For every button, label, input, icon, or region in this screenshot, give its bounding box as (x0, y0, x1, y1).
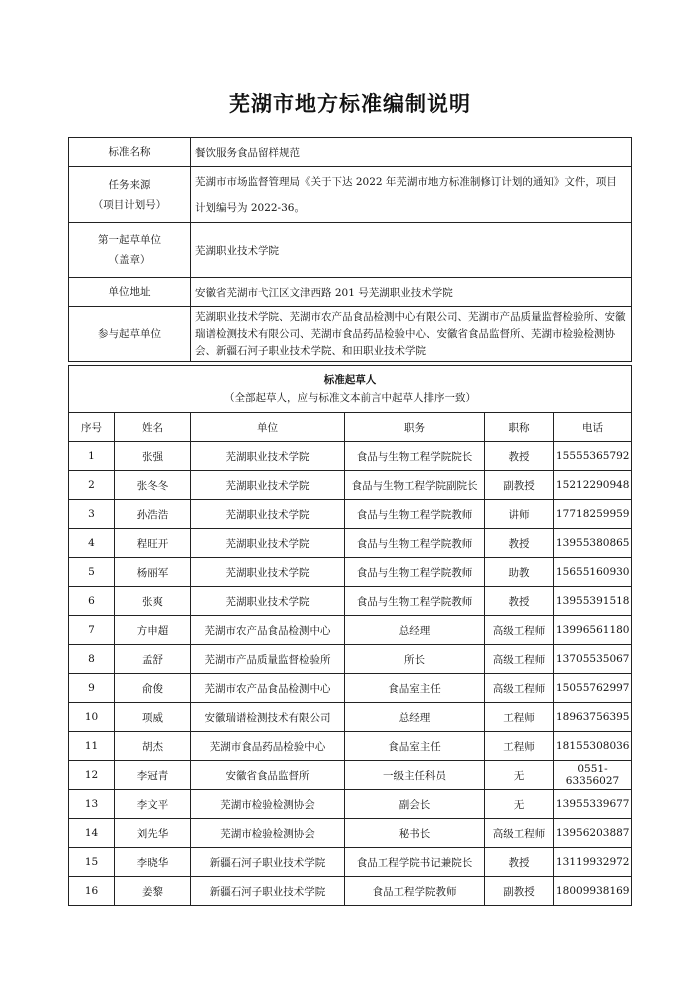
drafter-title-cell: 高级工程师 (485, 674, 554, 703)
drafter-position-cell: 食品与生物工程学院院长 (345, 442, 485, 471)
drafter-unit-cell: 芜湖职业技术学院 (191, 587, 345, 616)
drafter-index-cell: 1 (69, 442, 115, 471)
table-row (69, 645, 632, 674)
drafter-name-cell: 李冠青 (115, 761, 191, 790)
drafter-phone-cell: 18155308036 (554, 732, 632, 761)
table-row (69, 529, 632, 558)
drafter-phone-cell: 15555365792 (554, 442, 632, 471)
drafters-heading-row (69, 366, 632, 413)
drafter-unit-cell: 芜湖职业技术学院 (191, 500, 345, 529)
drafter-title-cell: 讲师 (485, 500, 554, 529)
drafter-title-cell: 助教 (485, 558, 554, 587)
drafter-position-cell: 食品与生物工程学院副院长 (345, 471, 485, 500)
column-header: 电话 (554, 413, 632, 442)
participants-label: 参与起草单位 (69, 307, 191, 362)
drafter-index-cell: 15 (69, 848, 115, 877)
first-drafter-row (69, 223, 632, 278)
drafter-index-cell: 8 (69, 645, 115, 674)
drafter-index-cell: 14 (69, 819, 115, 848)
standard-name-value: 餐饮服务食品留样规范 (191, 138, 632, 167)
drafter-unit-cell: 芜湖市产品质量监督检验所 (191, 645, 345, 674)
drafter-name-cell: 程旺开 (115, 529, 191, 558)
drafter-unit-cell: 安徽省食品监督所 (191, 761, 345, 790)
info-table (68, 137, 632, 362)
drafter-title-cell: 无 (485, 790, 554, 819)
column-header: 姓名 (115, 413, 191, 442)
drafter-name-cell: 孟舒 (115, 645, 191, 674)
drafter-name-cell: 李文平 (115, 790, 191, 819)
drafter-title-cell: 副教授 (485, 471, 554, 500)
column-header: 序号 (69, 413, 115, 442)
task-source-label: 任务来源 (108, 178, 151, 191)
drafters-subheading: （全部起草人，应与标准文本前言中起草人排序一致） (224, 392, 477, 404)
drafter-title-cell: 教授 (485, 848, 554, 877)
drafter-name-cell: 俞俊 (115, 674, 191, 703)
drafter-phone-cell: 18963756395 (554, 703, 632, 732)
drafter-title-cell: 工程师 (485, 703, 554, 732)
drafter-title-cell: 无 (485, 761, 554, 790)
drafters-column-header-row (69, 413, 632, 442)
page-title: 芜湖市地方标准编制说明 (229, 92, 471, 116)
drafter-unit-cell: 芜湖职业技术学院 (191, 558, 345, 587)
drafter-title-cell: 教授 (485, 587, 554, 616)
column-header: 职务 (345, 413, 485, 442)
drafter-unit-cell: 芜湖市农产品食品检测中心 (191, 616, 345, 645)
drafter-index-cell: 2 (69, 471, 115, 500)
drafter-title-cell: 教授 (485, 529, 554, 558)
drafter-index-cell: 16 (69, 877, 115, 906)
drafter-position-cell: 副会长 (345, 790, 485, 819)
table-row (69, 616, 632, 645)
table-row (69, 790, 632, 819)
drafter-phone-cell: 15055762997 (554, 674, 632, 703)
first-drafter-sublabel: （盖章） (108, 254, 151, 266)
drafter-phone-cell: 17718259959 (554, 500, 632, 529)
drafter-phone-cell: 18009938169 (554, 877, 632, 906)
table-row (69, 761, 632, 790)
table-row (69, 848, 632, 877)
drafter-position-cell: 秘书长 (345, 819, 485, 848)
standard-name-label: 标准名称 (69, 138, 191, 167)
drafter-phone-cell: 13955339677 (554, 790, 632, 819)
table-row (69, 703, 632, 732)
column-header: 单位 (191, 413, 345, 442)
drafter-unit-cell: 安徽瑞谱检测技术有限公司 (191, 703, 345, 732)
address-value: 安徽省芜湖市弋江区文津西路 201 号芜湖职业技术学院 (191, 278, 632, 307)
drafters-heading: 标准起草人 (323, 374, 377, 386)
drafter-unit-cell: 芜湖市食品药品检验中心 (191, 732, 345, 761)
drafter-title-cell: 高级工程师 (485, 645, 554, 674)
task-source-sublabel: （项目计划号） (92, 198, 167, 211)
drafter-position-cell: 食品与生物工程学院教师 (345, 587, 485, 616)
drafter-name-cell: 张爽 (115, 587, 191, 616)
standard-name-row (69, 138, 632, 167)
drafter-index-cell: 11 (69, 732, 115, 761)
drafter-title-cell: 高级工程师 (485, 616, 554, 645)
drafter-position-cell: 所长 (345, 645, 485, 674)
task-source-label-cell (69, 167, 191, 223)
drafter-unit-cell: 芜湖职业技术学院 (191, 529, 345, 558)
table-row (69, 674, 632, 703)
drafter-position-cell: 食品与生物工程学院教师 (345, 558, 485, 587)
drafter-phone-cell: 0551-63356027 (554, 761, 632, 790)
drafter-name-cell: 项威 (115, 703, 191, 732)
table-row (69, 587, 632, 616)
drafter-name-cell: 张强 (115, 442, 191, 471)
drafter-index-cell: 4 (69, 529, 115, 558)
drafter-phone-cell: 13996561180 (554, 616, 632, 645)
task-source-row (69, 167, 632, 223)
drafter-index-cell: 5 (69, 558, 115, 587)
drafter-unit-cell: 芜湖市检验检测协会 (191, 790, 345, 819)
drafter-unit-cell: 芜湖市农产品食品检测中心 (191, 674, 345, 703)
drafter-index-cell: 10 (69, 703, 115, 732)
drafter-unit-cell: 芜湖职业技术学院 (191, 471, 345, 500)
drafter-position-cell: 总经理 (345, 703, 485, 732)
table-row (69, 500, 632, 529)
drafter-phone-cell: 13119932972 (554, 848, 632, 877)
table-row (69, 819, 632, 848)
drafter-phone-cell: 13956203887 (554, 819, 632, 848)
drafter-name-cell: 刘先华 (115, 819, 191, 848)
drafter-position-cell: 一级主任科员 (345, 761, 485, 790)
drafter-name-cell: 张冬冬 (115, 471, 191, 500)
drafter-index-cell: 12 (69, 761, 115, 790)
drafter-position-cell: 食品工程学院教师 (345, 877, 485, 906)
drafter-index-cell: 6 (69, 587, 115, 616)
drafter-position-cell: 食品与生物工程学院教师 (345, 529, 485, 558)
drafter-position-cell: 总经理 (345, 616, 485, 645)
drafter-rows (69, 442, 632, 906)
drafter-title-cell: 副教授 (485, 877, 554, 906)
drafter-table (68, 365, 632, 906)
address-row (69, 278, 632, 307)
drafter-name-cell: 李晓华 (115, 848, 191, 877)
drafter-index-cell: 13 (69, 790, 115, 819)
drafter-index-cell: 7 (69, 616, 115, 645)
drafter-position-cell: 食品室主任 (345, 674, 485, 703)
drafter-phone-cell: 13955380865 (554, 529, 632, 558)
drafter-name-cell: 方申超 (115, 616, 191, 645)
drafter-name-cell: 胡杰 (115, 732, 191, 761)
drafter-phone-cell: 15212290948 (554, 471, 632, 500)
drafter-unit-cell: 芜湖职业技术学院 (191, 442, 345, 471)
table-row (69, 558, 632, 587)
drafter-title-cell: 教授 (485, 442, 554, 471)
drafter-title-cell: 高级工程师 (485, 819, 554, 848)
drafter-phone-cell: 13955391518 (554, 587, 632, 616)
table-row (69, 732, 632, 761)
table-row (69, 877, 632, 906)
drafter-name-cell: 孙浩浩 (115, 500, 191, 529)
drafter-phone-cell: 13705535067 (554, 645, 632, 674)
drafter-position-cell: 食品与生物工程学院教师 (345, 500, 485, 529)
drafter-name-cell: 姜黎 (115, 877, 191, 906)
drafter-position-cell: 食品室主任 (345, 732, 485, 761)
table-row (69, 471, 632, 500)
participants-value: 芜湖职业技术学院、芜湖市农产品食品检测中心有限公司、芜湖市产品质量监督检验所、安徽瑞谱检测技术有限公司、芜湖市食品药品检验中心、安徽省食品监督所、芜湖市检验检测协会、新疆石河子职业技术学院、和田职业技术学院 (191, 307, 632, 362)
first-drafter-label: 第一起草单位 (98, 234, 161, 246)
address-label: 单位地址 (69, 278, 191, 307)
drafter-index-cell: 9 (69, 674, 115, 703)
drafter-unit-cell: 新疆石河子职业技术学院 (191, 877, 345, 906)
task-source-value: 芜湖市市场监督管理局《关于下达 2022 年芜湖市地方标准制修订计划的通知》文件，项目计划编号为 2022-36。 (191, 167, 632, 223)
drafters-heading-cell (69, 366, 632, 413)
drafter-name-cell: 杨丽军 (115, 558, 191, 587)
drafter-index-cell: 3 (69, 500, 115, 529)
table-row (69, 442, 632, 471)
drafter-phone-cell: 15655160930 (554, 558, 632, 587)
drafter-title-cell: 工程师 (485, 732, 554, 761)
column-header: 职称 (485, 413, 554, 442)
drafter-position-cell: 食品工程学院书记兼院长 (345, 848, 485, 877)
drafter-unit-cell: 芜湖市检验检测协会 (191, 819, 345, 848)
first-drafter-value: 芜湖职业技术学院 (191, 223, 632, 278)
drafter-unit-cell: 新疆石河子职业技术学院 (191, 848, 345, 877)
participants-row (69, 307, 632, 362)
first-drafter-label-cell (69, 223, 191, 278)
